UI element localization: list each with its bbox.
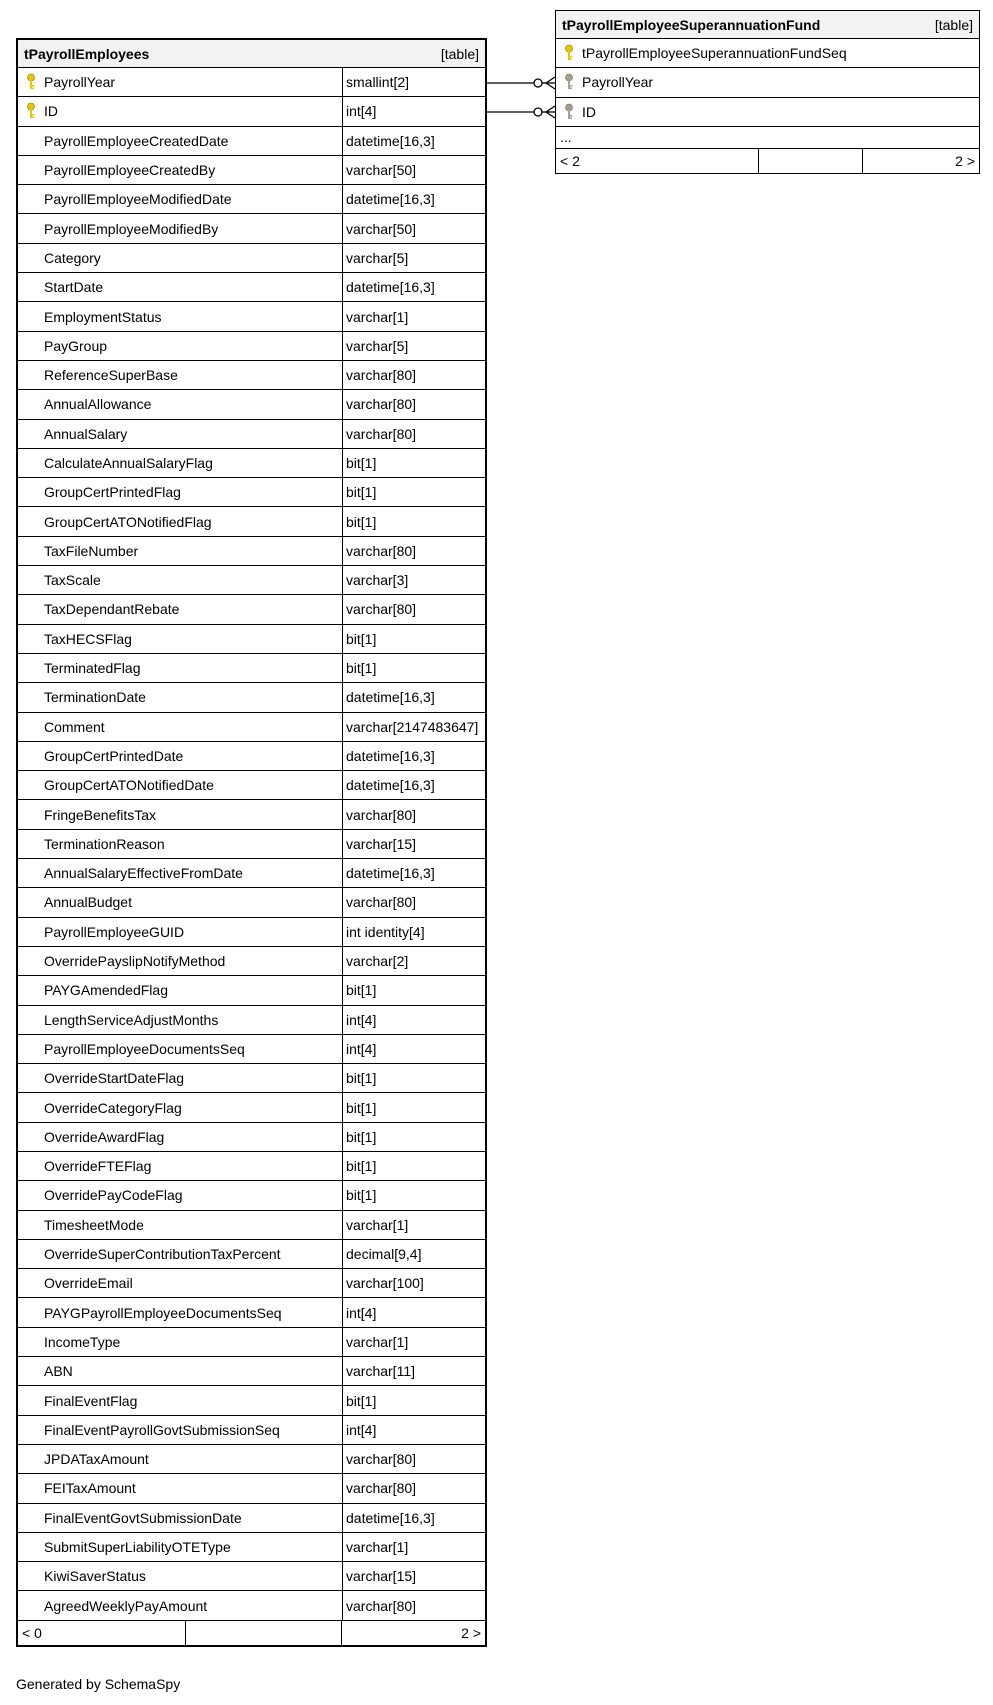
column-name bbox=[18, 332, 342, 360]
column-name-text: AgreedWeeklyPayAmount bbox=[44, 1597, 208, 1614]
column-name-text: OverrideSuperContributionTaxPercent bbox=[44, 1246, 281, 1263]
column-type: bit[1] bbox=[342, 1386, 485, 1414]
table-name: tPayrollEmployees bbox=[24, 45, 150, 62]
column-name bbox=[18, 800, 342, 828]
column-name-text: AnnualSalaryEffectiveFromDate bbox=[44, 865, 243, 882]
column-name bbox=[18, 1006, 342, 1034]
parents-count[interactable]: < 2 bbox=[556, 149, 759, 173]
table-footer bbox=[18, 1621, 485, 1645]
column-type: varchar[80] bbox=[342, 390, 485, 418]
column-name bbox=[18, 859, 342, 887]
column-row[interactable] bbox=[18, 1211, 485, 1240]
column-name-text: OverrideFTEFlag bbox=[44, 1158, 152, 1175]
column-name bbox=[18, 390, 342, 418]
column-name-text: TaxFileNumber bbox=[44, 542, 139, 559]
footer-spacer bbox=[186, 1621, 342, 1645]
column-type: bit[1] bbox=[342, 507, 485, 535]
column-row[interactable] bbox=[18, 1504, 485, 1533]
column-row[interactable] bbox=[18, 1386, 485, 1415]
column-type: varchar[80] bbox=[342, 420, 485, 448]
column-type: int[4] bbox=[342, 1416, 485, 1444]
column-name bbox=[18, 420, 342, 448]
column-row[interactable] bbox=[18, 1591, 485, 1620]
column-row[interactable] bbox=[18, 918, 485, 947]
column-row[interactable] bbox=[18, 273, 485, 302]
column-name-text: TimesheetMode bbox=[44, 1216, 144, 1233]
column-type: varchar[1] bbox=[342, 1328, 485, 1356]
column-name bbox=[18, 1445, 342, 1473]
table-kind-label: [table] bbox=[934, 16, 973, 33]
column-type: bit[1] bbox=[342, 1181, 485, 1209]
column-name-text: AnnualSalary bbox=[44, 425, 128, 442]
column-row[interactable] bbox=[18, 1562, 485, 1591]
column-name-text: OverrideAwardFlag bbox=[44, 1128, 165, 1145]
column-name-text: TaxScale bbox=[44, 572, 101, 589]
column-type: varchar[80] bbox=[342, 800, 485, 828]
column-type: bit[1] bbox=[342, 1093, 485, 1121]
column-name-text: AnnualBudget bbox=[44, 894, 132, 911]
column-name bbox=[18, 1533, 342, 1561]
column-name-text: PayrollEmployeeModifiedBy bbox=[44, 220, 219, 237]
column-type: int[4] bbox=[342, 1298, 485, 1326]
column-name-text: OverrideCategoryFlag bbox=[44, 1099, 182, 1116]
children-count[interactable]: 2 > bbox=[955, 152, 975, 169]
column-row[interactable] bbox=[18, 771, 485, 800]
column-name-text: FinalEventFlag bbox=[44, 1392, 138, 1409]
column-name-text: ID bbox=[582, 103, 596, 120]
column-name-text: FEITaxAmount bbox=[44, 1480, 136, 1497]
column-type: varchar[80] bbox=[342, 1445, 485, 1473]
column-name-text: TerminatedFlag bbox=[44, 660, 141, 677]
column-row[interactable] bbox=[18, 888, 485, 917]
column-row[interactable] bbox=[18, 1298, 485, 1327]
column-name-text: PayrollEmployeeCreatedDate bbox=[44, 132, 229, 149]
relationship-lines bbox=[0, 0, 993, 200]
column-type: bit[1] bbox=[342, 449, 485, 477]
column-name bbox=[18, 1591, 342, 1619]
column-type: datetime[16,3] bbox=[342, 127, 485, 155]
column-type: int[4] bbox=[342, 1035, 485, 1063]
column-type: varchar[80] bbox=[342, 361, 485, 389]
column-name bbox=[18, 1064, 342, 1092]
column-row[interactable] bbox=[18, 976, 485, 1005]
column-row[interactable] bbox=[18, 830, 485, 859]
column-name-text: FinalEventGovtSubmissionDate bbox=[44, 1509, 242, 1526]
column-name bbox=[18, 713, 342, 741]
column-type: bit[1] bbox=[342, 625, 485, 653]
column-type: datetime[16,3] bbox=[342, 859, 485, 887]
column-name bbox=[18, 595, 342, 623]
column-name-text: TerminationReason bbox=[44, 835, 165, 852]
column-name bbox=[18, 1123, 342, 1151]
table-name: tPayrollEmployeeSuperannuationFund bbox=[562, 16, 821, 33]
column-row[interactable] bbox=[18, 1240, 485, 1269]
column-type: bit[1] bbox=[342, 1123, 485, 1151]
column-name-text: FinalEventPayrollGovtSubmissionSeq bbox=[44, 1421, 280, 1438]
column-row[interactable] bbox=[18, 449, 485, 478]
column-name-text: TerminationDate bbox=[44, 689, 146, 706]
column-row[interactable] bbox=[18, 214, 485, 243]
column-type: varchar[80] bbox=[342, 537, 485, 565]
column-row[interactable] bbox=[18, 1328, 485, 1357]
column-type: varchar[2147483647] bbox=[342, 713, 485, 741]
column-type: varchar[2] bbox=[342, 947, 485, 975]
column-name bbox=[18, 1504, 342, 1532]
column-name-text: PayrollEmployeeCreatedBy bbox=[44, 162, 216, 179]
column-row[interactable] bbox=[18, 537, 485, 566]
column-row[interactable] bbox=[18, 1035, 485, 1064]
column-name-text: PayrollYear bbox=[582, 74, 654, 91]
column-name bbox=[18, 1269, 342, 1297]
column-type: varchar[1] bbox=[342, 1533, 485, 1561]
column-name bbox=[18, 1474, 342, 1502]
column-type: varchar[5] bbox=[342, 244, 485, 272]
column-row[interactable] bbox=[18, 742, 485, 771]
column-list bbox=[18, 68, 485, 1621]
relationship-id bbox=[487, 106, 555, 118]
column-type: varchar[50] bbox=[342, 214, 485, 242]
column-name bbox=[18, 1240, 342, 1268]
column-name bbox=[18, 1211, 342, 1239]
column-row[interactable] bbox=[18, 947, 485, 976]
column-row[interactable] bbox=[18, 1064, 485, 1093]
column-type: decimal[9,4] bbox=[342, 1240, 485, 1268]
column-type: varchar[11] bbox=[342, 1357, 485, 1385]
column-type: bit[1] bbox=[342, 1152, 485, 1180]
column-row[interactable] bbox=[18, 566, 485, 595]
column-type: datetime[16,3] bbox=[342, 683, 485, 711]
column-name-text: GroupCertATONotifiedDate bbox=[44, 777, 214, 794]
column-name-text: PayrollEmployeeDocumentsSeq bbox=[44, 1040, 245, 1057]
column-row[interactable] bbox=[18, 625, 485, 654]
column-type: int[4] bbox=[342, 97, 485, 125]
column-row[interactable] bbox=[18, 595, 485, 624]
column-name bbox=[18, 1181, 342, 1209]
column-name-text: OverridePayCodeFlag bbox=[44, 1187, 183, 1204]
column-name bbox=[18, 1357, 342, 1385]
column-name-text: ABN bbox=[44, 1363, 73, 1380]
column-name bbox=[18, 830, 342, 858]
relationship-payrollyear bbox=[487, 77, 555, 89]
column-type: varchar[15] bbox=[342, 1562, 485, 1590]
column-name bbox=[18, 302, 342, 330]
column-name-text: PAYGAmendedFlag bbox=[44, 982, 168, 999]
column-name bbox=[18, 1093, 342, 1121]
column-row[interactable] bbox=[18, 859, 485, 888]
column-name bbox=[18, 976, 342, 1004]
column-name-text: PayrollEmployeeGUID bbox=[44, 923, 185, 940]
column-row[interactable] bbox=[18, 302, 485, 331]
column-name bbox=[18, 537, 342, 565]
column-row[interactable] bbox=[18, 420, 485, 449]
column-row[interactable] bbox=[18, 1123, 485, 1152]
column-name bbox=[18, 566, 342, 594]
column-row[interactable] bbox=[18, 1269, 485, 1298]
column-row[interactable] bbox=[18, 1006, 485, 1035]
column-type: varchar[5] bbox=[342, 332, 485, 360]
column-row[interactable] bbox=[18, 478, 485, 507]
column-row[interactable] bbox=[18, 507, 485, 536]
column-type: varchar[15] bbox=[342, 830, 485, 858]
column-row[interactable] bbox=[18, 654, 485, 683]
ellipsis: ... bbox=[560, 129, 572, 146]
column-name-text: IncomeType bbox=[44, 1333, 121, 1350]
column-row[interactable] bbox=[18, 1181, 485, 1210]
column-name bbox=[18, 478, 342, 506]
column-name-text: SubmitSuperLiabilityOTEType bbox=[44, 1538, 231, 1555]
column-type: varchar[80] bbox=[342, 1591, 485, 1619]
column-name-text: CalculateAnnualSalaryFlag bbox=[44, 455, 213, 471]
table-tpayrollemployees[interactable] bbox=[16, 38, 487, 1647]
column-name bbox=[18, 1386, 342, 1414]
column-type: varchar[80] bbox=[342, 595, 485, 623]
column-name-text: KiwiSaverStatus bbox=[44, 1568, 146, 1585]
column-name bbox=[18, 625, 342, 653]
column-name bbox=[18, 947, 342, 975]
column-type: varchar[80] bbox=[342, 1474, 485, 1502]
column-type: bit[1] bbox=[342, 478, 485, 506]
column-row[interactable] bbox=[18, 1416, 485, 1445]
column-name bbox=[18, 1152, 342, 1180]
column-name-text: PayGroup bbox=[44, 337, 108, 354]
column-row[interactable] bbox=[18, 332, 485, 361]
column-type: varchar[100] bbox=[342, 1269, 485, 1297]
column-name bbox=[18, 1562, 342, 1590]
column-type: varchar[3] bbox=[342, 566, 485, 594]
column-name-text: GroupCertPrintedDate bbox=[44, 747, 184, 764]
column-type: bit[1] bbox=[342, 1064, 485, 1092]
column-name-text: PAYGPayrollEmployeeDocumentsSeq bbox=[44, 1304, 282, 1321]
column-name bbox=[18, 1298, 342, 1326]
column-type: datetime[16,3] bbox=[342, 1504, 485, 1532]
column-type: datetime[16,3] bbox=[342, 273, 485, 301]
column-type: varchar[80] bbox=[342, 888, 485, 916]
column-name-text: ReferenceSuperBase bbox=[44, 367, 178, 384]
column-type: varchar[1] bbox=[342, 1211, 485, 1239]
column-name-text: PayrollEmployeeModifiedDate bbox=[44, 191, 232, 208]
column-type: bit[1] bbox=[342, 976, 485, 1004]
column-name bbox=[18, 683, 342, 711]
column-name-text: OverrideEmail bbox=[44, 1275, 133, 1292]
column-name-text: Comment bbox=[44, 718, 105, 735]
column-name-text: LengthServiceAdjustMonths bbox=[44, 1011, 219, 1028]
column-name bbox=[18, 361, 342, 389]
column-row[interactable] bbox=[18, 1533, 485, 1562]
column-type: smallint[2] bbox=[342, 68, 485, 96]
column-name bbox=[18, 507, 342, 535]
column-name-text: StartDate bbox=[44, 279, 104, 296]
column-type: datetime[16,3] bbox=[342, 771, 485, 799]
column-name-text: OverrideStartDateFlag bbox=[44, 1070, 185, 1087]
column-name bbox=[18, 1328, 342, 1356]
column-name bbox=[18, 918, 342, 946]
column-name bbox=[18, 244, 342, 272]
column-name bbox=[18, 214, 342, 242]
column-name-text: PayrollYear bbox=[44, 74, 116, 91]
column-name bbox=[18, 771, 342, 799]
children-count[interactable]: 2 > bbox=[461, 1624, 481, 1641]
column-name bbox=[18, 1416, 342, 1444]
table-kind-label: [table] bbox=[440, 45, 479, 62]
column-name-text: tPayrollEmployeeSuperannuationFundSeq bbox=[582, 45, 847, 62]
column-name-text: Category bbox=[44, 249, 101, 266]
column-name-text: JPDATaxAmount bbox=[44, 1451, 149, 1468]
column-type: int[4] bbox=[342, 1006, 485, 1034]
column-row[interactable] bbox=[18, 1445, 485, 1474]
column-row[interactable] bbox=[18, 390, 485, 419]
column-name-text: OverridePayslipNotifyMethod bbox=[44, 953, 226, 970]
generated-by-label: Generated by SchemaSpy bbox=[16, 1676, 181, 1692]
column-name-text: GroupCertATONotifiedFlag bbox=[44, 513, 212, 530]
column-row[interactable] bbox=[18, 1474, 485, 1503]
column-name-text: EmploymentStatus bbox=[44, 308, 162, 325]
parents-count[interactable]: < 0 bbox=[18, 1621, 186, 1645]
column-row[interactable] bbox=[18, 244, 485, 273]
column-row[interactable] bbox=[18, 361, 485, 390]
column-name-text: FringeBenefitsTax bbox=[44, 806, 157, 823]
column-type: varchar[1] bbox=[342, 302, 485, 330]
column-type: varchar[50] bbox=[342, 156, 485, 184]
column-type: datetime[16,3] bbox=[342, 185, 485, 213]
column-name bbox=[18, 654, 342, 682]
column-row[interactable] bbox=[18, 1152, 485, 1181]
column-name bbox=[18, 449, 342, 477]
column-type: datetime[16,3] bbox=[342, 742, 485, 770]
column-type: int identity[4] bbox=[342, 918, 485, 946]
column-row[interactable] bbox=[18, 683, 485, 712]
column-name-text: GroupCertPrintedFlag bbox=[44, 484, 181, 501]
column-name-text: TaxHECSFlag bbox=[44, 630, 132, 647]
column-row[interactable] bbox=[18, 800, 485, 829]
column-name-text: AnnualAllowance bbox=[44, 396, 152, 413]
column-name-text: ID bbox=[44, 103, 58, 120]
column-row[interactable] bbox=[18, 1093, 485, 1122]
column-name bbox=[18, 888, 342, 916]
column-row[interactable] bbox=[18, 713, 485, 742]
column-type: bit[1] bbox=[342, 654, 485, 682]
column-name bbox=[18, 273, 342, 301]
column-name bbox=[18, 742, 342, 770]
column-name bbox=[18, 1035, 342, 1063]
column-row[interactable] bbox=[18, 1357, 485, 1386]
column-name-text: TaxDependantRebate bbox=[44, 601, 180, 618]
